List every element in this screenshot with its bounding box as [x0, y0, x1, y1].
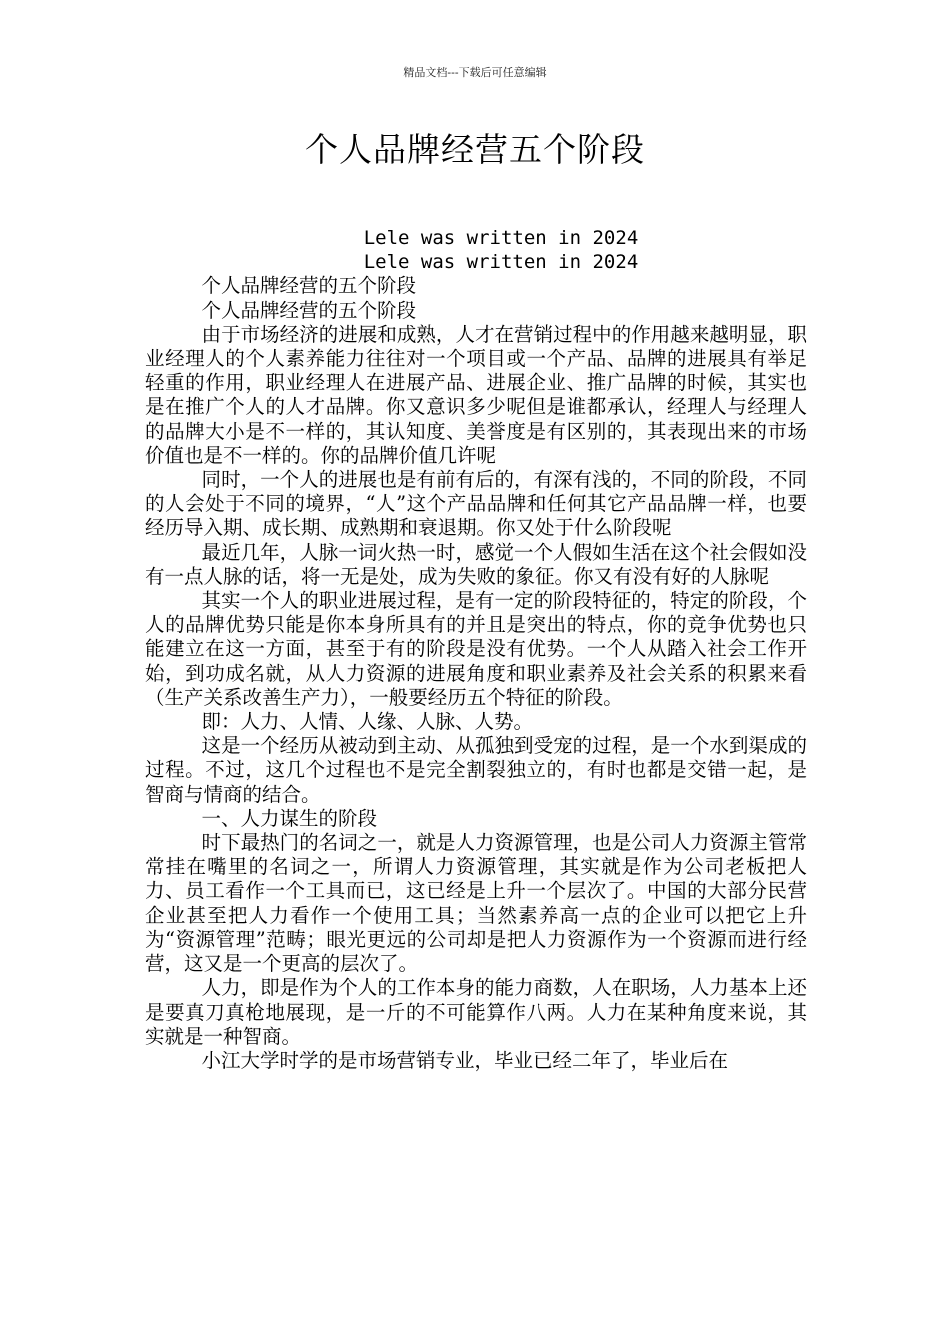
- document-title: 个人品牌经营五个阶段: [305, 130, 645, 169]
- page-header-note: 精品文档---下载后可任意编辑: [403, 66, 547, 79]
- body-paragraph: 小江大学时学的是市场营销专业，毕业已经二年了，毕业后在: [201, 1048, 729, 1072]
- body-paragraph: 同时，一个人的进展也是有前有后的，有深有浅的，不同的阶段，不同的人会处于不同的境界，“人”这个产品品牌和任何其它产品品牌一样，也要经历导入期、成长期、成熟期和衰退期。你又处于什么阶段呢: [145, 468, 807, 540]
- byline: Lele was written in 2024: [363, 227, 639, 249]
- body-paragraph: 由于市场经济的进展和成熟，人才在营销过程中的作用越来越明显，职业经理人的个人素养能力往往对一个项目或一个产品、品牌的进展具有举足轻重的作用，职业经理人在进展产品、进展企业、推广品牌的时候，其实也是在推广个人的人才品牌。你又意识多少呢但是谁都承认，经理人与经理人的品牌大小是不一样的，其认知度、美誉度是有区别的，其表现出来的市场价值也是不一样的。你的品牌价值几许呢: [145, 322, 807, 467]
- body-paragraph: 时下最热门的名词之一，就是人力资源管理，也是公司人力资源主管常常挂在嘴里的名词之一，所谓人力资源管理，其实就是作为公司老板把人力、员工看作一个工具而已，这已经是上升一个层次了。中国的大部分民营企业甚至把人力看作一个使用工具；当然素养高一点的企业可以把它上升为“资源管理”范畴；眼光更远的公司却是把人力资源作为一个资源而进行经营，这又是一个更高的层次了。: [145, 831, 807, 976]
- body-paragraph: 其实一个人的职业进展过程，是有一定的阶段特征的，特定的阶段，个人的品牌优势只能是你本身所具有的并且是突出的特点，你的竞争优势也只能建立在这一方面，甚至于有的阶段是没有优势。一个人从踏入社会工作开始，到功成名就，从人力资源的进展角度和职业素养及社会关系的积累来看（生产关系改善生产力），一般要经历五个特征的阶段。: [145, 589, 807, 709]
- subtitle-paragraph: 个人品牌经营的五个阶段: [201, 298, 417, 322]
- byline: Lele was written in 2024: [363, 251, 639, 274]
- body-paragraph: 最近几年，人脉一词火热一时，感觉一个人假如生活在这个社会假如没有一点人脉的话，将一无是处，成为失败的象征。你又有没有好的人脉呢: [145, 540, 807, 588]
- body-paragraph: 人力，即是作为个人的工作本身的能力商数，人在职场，人力基本上还是要真刀真枪地展现，是一斤的不可能算作八两。人力在某种角度来说，其实就是一种智商。: [145, 976, 807, 1048]
- section-heading: 一、人力谋生的阶段: [201, 806, 378, 830]
- subtitle-paragraph: 个人品牌经营的五个阶段: [201, 274, 417, 298]
- document-body: [145, 226, 807, 1073]
- body-paragraph: 这是一个经历从被动到主动、从孤独到受宠的过程，是一个水到渠成的过程。不过，这几个过程也不是完全割裂独立的，有时也都是交错一起，是智商与情商的结合。: [145, 734, 807, 806]
- body-paragraph: 即：人力、人情、人缘、人脉、人势。: [201, 710, 534, 734]
